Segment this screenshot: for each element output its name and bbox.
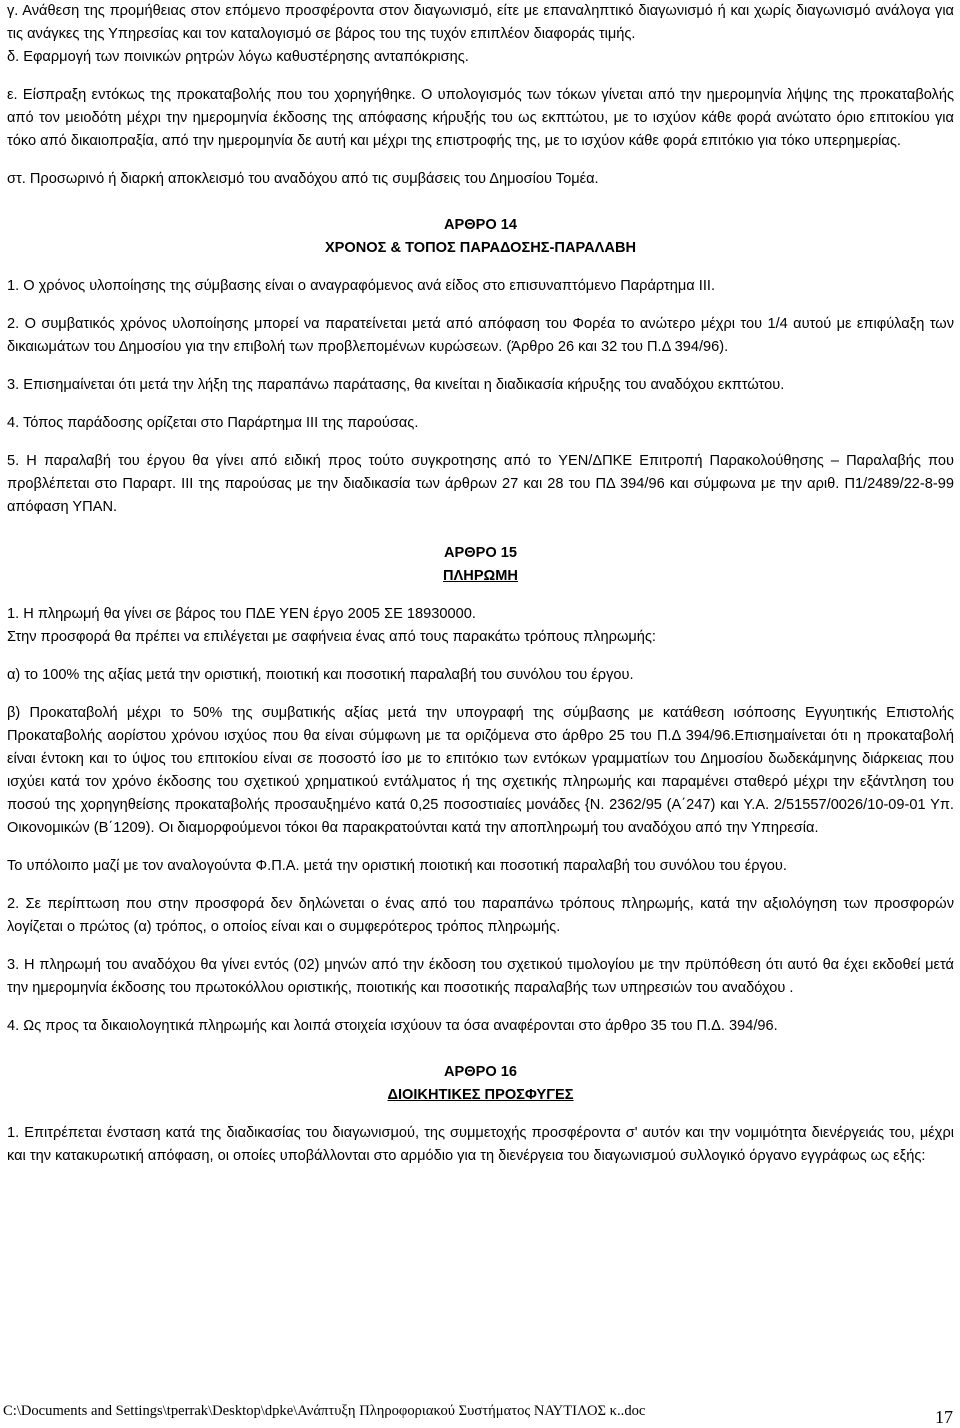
paragraph-epsilon: ε. Είσπραξη εντόκως της προκαταβολής που του χορηγήθηκε. Ο υπολογισμός των τόκων γίνεται από την ημερομηνία λήψης της προκαταβολής από τον μειοδότη μέχρι την ημερομηνία έκδοσης της απόφασης κήρυξής του ως εκπτώτου, με το ισχύον κάθε φορά ανώτατο όριο επιτοκίου για τόκο από δικαιοπραξία, από την ημερομηνία δε αυτή και μέχρι της επιστροφής της, με το ισχύον κάθε φορά επιτόκιο για τόκο υπερημερίας. [7,87,954,149]
article-15-paragraph-2: 2. Σε περίπτωση που στην προσφορά δεν δηλώνεται ο ένας από του παραπάνω τρόπους πληρωμής, κατά την αξιολόγηση των προσφορών λογίζεται ο πρώτος (α) τρόπος, ο οποίος είναι και ο συμφερότερος τρόπος πληρωμής. [7,896,954,935]
page-number: 17 [935,1407,953,1427]
article-14-paragraph-5: 5. Η παραλαβή του έργου θα γίνει από ειδική προς τούτο συγκροτησης από το ΥΕΝ/ΔΠΚΕ Επιτροπή Παρακολούθησης – Παραλαβής που προβλέπεται στο Παραρτ. ΙΙΙ της παρούσας με την διαδικασία των άρθρων 27 και 28 του ΠΔ 394/96 και σύμφωνα με την αριθ. Π1/2489/22-8-99 απόφαση ΥΠΑΝ. [7,453,954,515]
page-footer [3,1400,953,1427]
article-15-title: ΠΛΗΡΩΜΗ [443,568,518,584]
article-15-paragraph-1: 1. Η πληρωμή θα γίνει σε βάρος του ΠΔΕ ΥΕΝ έργο 2005 ΣΕ 18930000. [7,606,476,622]
article-14-title: ΧΡΟΝΟΣ & ΤΟΠΟΣ ΠΑΡΑΔΟΣΗΣ-ΠΑΡΑΛΑΒΗ [324,240,637,256]
article-14-paragraph-4: 4. Τόπος παράδοσης ορίζεται στο Παράρτημα ΙΙΙ της παρούσας. [7,415,419,431]
article-14-paragraph-1: 1. Ο χρόνος υλοποίησης της σύμβασης είναι ο αναγραφόμενος ανά είδος στο επισυναπτόμενο Παράρτημα ΙΙΙ. [7,278,716,294]
article-14-paragraph-3: 3. Επισημαίνεται ότι μετά την λήξη της παραπάνω παράτασης, θα κινείται η διαδικασία κήρυξης του αναδόχου εκπτώτου. [7,377,785,393]
document-page [7,0,954,1168]
article-14-heading: ΑΡΘΡΟ 14 [444,217,517,233]
article-16-title: ΔΙΟΙΚΗΤΙΚΕΣ ΠΡΟΣΦΥΓΕΣ [387,1087,574,1103]
paragraph-delta: δ. Εφαρμογή των ποινικών ρητρών λόγω καθυστέρησης ανταπόκρισης. [7,49,469,65]
footer-file-path: C:\Documents and Settings\tperrak\Desktop\dpke\Ανάπτυξη Πληροφοριακού Συστήματος ΝΑΥΤΙΛΟΣ κ..doc [3,1403,646,1419]
article-15-option-b: β) Προκαταβολή μέχρι το 50% της συμβατικής αξίας μετά την υπογραφή της σύμβασης με κατάθεση ισόποσης Εγγυητικής Επιστολής Προκαταβολής αορίστου χρόνου ισχύος που θα είναι σύμφωνη με τα οριζόμενα στο άρθρο 25 του Π.Δ 394/96.Επισημαίνεται ότι η προκαταβολή είναι έντοκη και το ύψος του επιτοκίου είναι σε ποσοστό ίσο με το επιτόκιο των εντόκων γραμματίων του Δημοσίου δωδεκάμηνης διάρκειας που ισχύει κατά τον χρόνο έκδοσης του σχετικού χρηματικού εντάλματος ή της σχετικής πληρωμής και παραμένει σταθερό μέχρι την εξάντληση του ποσού της χορηγηθείσης προκαταβολής προσαυξημένο κατά 0,25 ποσοστιαίες μονάδες {Ν. 2362/95 (Α΄247) και Υ.Α. 2/51557/0026/10-09-01 Υπ. Οικονομικών (Β΄1209). Οι διαμορφούμενοι τόκοι θα παρακρατούνται κατά την αποπληρωμή του αναδόχου από την Υπηρεσία. [7,705,954,836]
article-16-paragraph-1: 1. Επιτρέπεται ένσταση κατά της διαδικασίας του διαγωνισμού, της συμμετοχής προσφέροντα σ' αυτόν και την νομιμότητα διενέργειάς του, μέχρι και την κατακυρωτική απόφαση, οι οποίες υποβάλλονται στο αρμόδιο για τη διενέργεια του διαγωνισμού συλλογικό όργανο εγγράφως ως εξής: [7,1125,954,1164]
article-15-paragraph-1b: Στην προσφορά θα πρέπει να επιλέγεται με σαφήνεια ένας από τους παρακάτω τρόπους πληρωμής: [7,629,656,645]
article-15-remainder: Το υπόλοιπο μαζί με τον αναλογούντα Φ.Π.Α. μετά την οριστική ποιοτική και ποσοτική παραλαβή του συνόλου του έργου. [7,858,787,874]
article-15-heading: ΑΡΘΡΟ 15 [444,545,517,561]
article-15-paragraph-4: 4. Ως προς τα δικαιολογητικά πληρωμής και λοιπά στοιχεία ισχύουν τα όσα αναφέρονται στο άρθρο 35 του Π.Δ. 394/96. [7,1018,778,1034]
article-15-paragraph-3: 3. Η πληρωμή του αναδόχου θα γίνει εντός (02) μηνών από την έκδοση του σχετικού τιμολογίου με την πρϋπόθεση ότι αυτό θα έχει εκδοθεί μετά την ημερομηνία έκδοσης του πρωτοκόλλου οριστικής, ποιοτικής και ποσοτικής παραλαβής των υπηρεσιών του αναδόχου . [7,957,954,996]
article-14-paragraph-2: 2. Ο συμβατικός χρόνος υλοποίησης μπορεί να παρατείνεται μετά από απόφαση του Φορέα το ανώτερο μέχρι του 1/4 αυτού με επιφύλαξη των δικαιωμάτων του Δημοσίου για την επιβολή των προβλεπομένων κυρώσεων. (Άρθρο 26 και 32 του Π.Δ 394/96). [7,316,954,355]
paragraph-gamma: γ. Ανάθεση της προμήθειας στον επόμενο προσφέροντα στον διαγωνισμό, είτε με επαναληπτικό διαγωνισμό ή και χωρίς διαγωνισμό ανάλογα για τις ανάγκες της Υπηρεσίας και τον καταλογισμό σε βάρος του της τυχόν επιπλέον διαφοράς τιμής. [7,3,954,42]
article-15-option-a: α) το 100% της αξίας μετά την οριστική, ποιοτική και ποσοτική παραλαβή του συνόλου του έργου. [7,667,634,683]
paragraph-st: στ. Προσωρινό ή διαρκή αποκλεισμό του αναδόχου από τις συμβάσεις του Δημοσίου Τομέα. [7,171,599,187]
article-16-heading: ΑΡΘΡΟ 16 [444,1064,517,1080]
